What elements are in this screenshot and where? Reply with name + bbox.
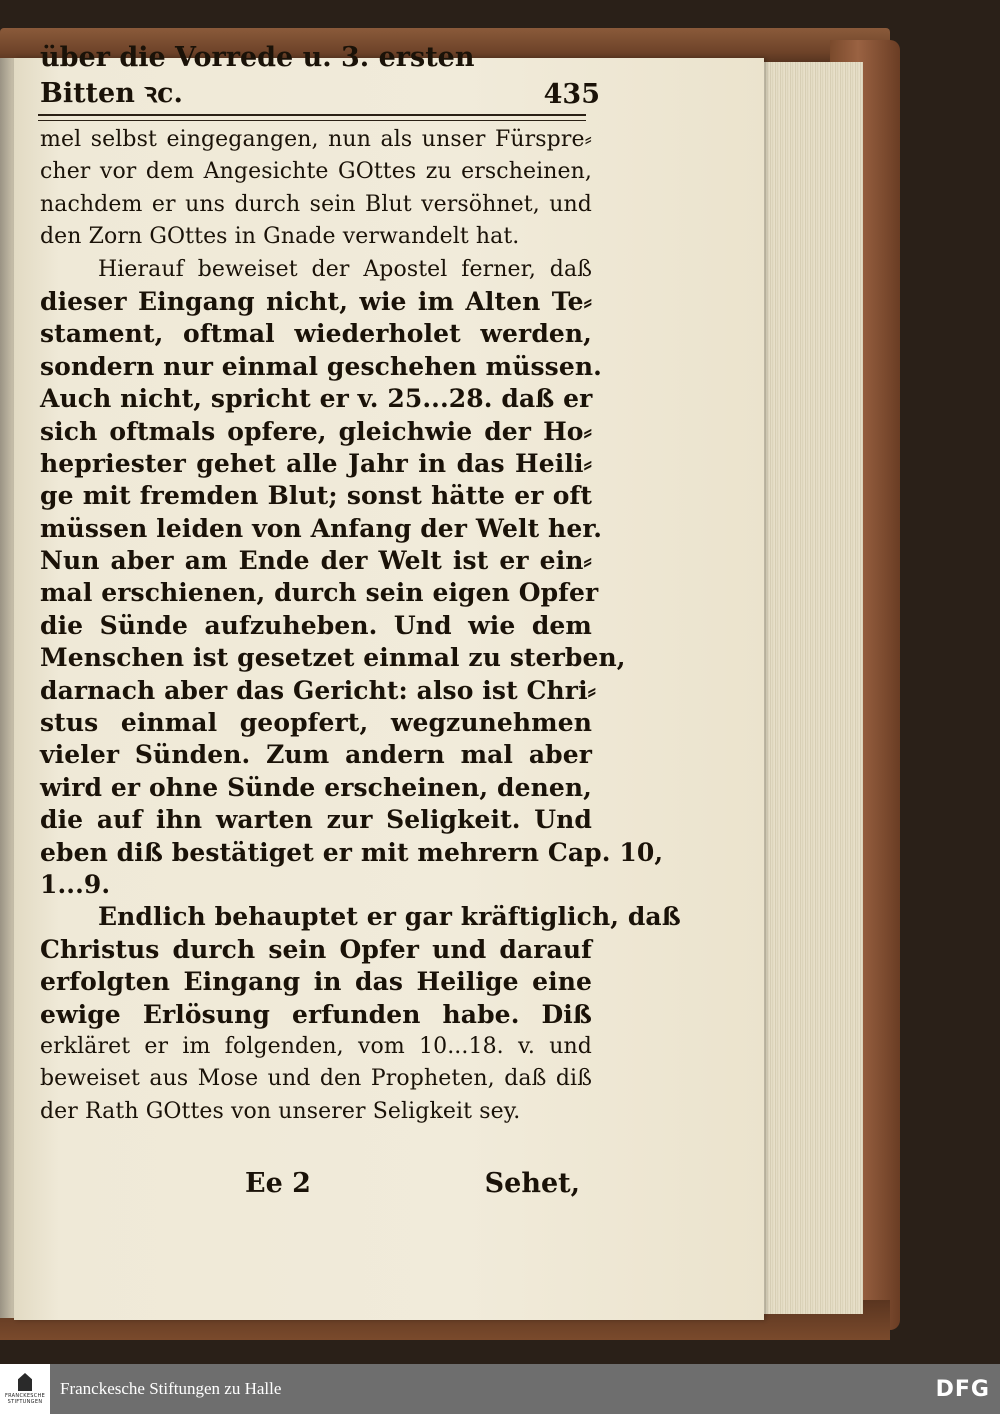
text-line: vieler Sünden. Zum andern mal aber bbox=[40, 740, 592, 770]
running-head: über die Vorrede u. 3. ersten Bitten ꝛc. bbox=[40, 42, 475, 109]
dfg-logo[interactable]: DFG bbox=[935, 1376, 990, 1402]
text-line: Hierauf beweiset der Apostel ferner, daß bbox=[98, 256, 592, 282]
text-line: 1...9. bbox=[40, 869, 111, 899]
text-line: müssen leiden von Anfang der Welt her. bbox=[40, 513, 603, 543]
text-line: der Rath GOttes von unserer Seligkeit sey. bbox=[40, 1098, 521, 1124]
header-rule bbox=[38, 114, 586, 121]
text-line: dieser Eingang nicht, wie im Alten Te⸗ bbox=[40, 286, 592, 316]
text-line: sondern nur einmal geschehen müssen. bbox=[40, 351, 602, 381]
page-block-edges bbox=[760, 62, 863, 1314]
logo-text: FRANCKESCHE STIFTUNGEN bbox=[4, 1393, 46, 1405]
text-line: cher vor dem Angesichte GOttes zu erscheinen, bbox=[40, 159, 592, 185]
text-line: darnach aber das Gericht: also ist Chri⸗ bbox=[40, 675, 597, 705]
text-line: stus einmal geopfert, wegzunehmen bbox=[40, 708, 592, 738]
text-line: die Sünde aufzuheben. Und wie dem bbox=[40, 610, 592, 640]
text-line: ge mit fremden Blut; sonst hätte er oft bbox=[40, 481, 592, 511]
text-line: stament, oftmal wiederholet werden, bbox=[40, 319, 592, 349]
text-line: wird er ohne Sünde erscheinen, denen, bbox=[40, 772, 592, 802]
text-line: Christus durch sein Opfer und darauf bbox=[40, 934, 592, 964]
text-line: Auch nicht, spricht er v. 25...28. daß er bbox=[40, 384, 593, 414]
text-line: sich oftmals opfere, gleichwie der Ho⸗ bbox=[40, 416, 592, 446]
text-line: erfolgten Eingang in das Heilige eine bbox=[40, 967, 592, 997]
text-line: die auf ihn warten zur Seligkeit. Und bbox=[40, 805, 592, 835]
text-line: mel selbst eingegangen, nun als unser Fürspre⸗ bbox=[40, 127, 592, 152]
page-footer bbox=[245, 1168, 580, 1199]
text-line: Endlich behauptet er gar kräftiglich, daß bbox=[98, 902, 681, 932]
text-line: beweiset aus Mose und den Propheten, daß diß bbox=[40, 1066, 592, 1092]
viewer-footer-bar bbox=[0, 1364, 1000, 1414]
text-line: Nun aber am Ende der Welt ist er ein⸗ bbox=[40, 546, 592, 576]
text-line: Menschen ist gesetzet einmal zu sterben, bbox=[40, 643, 626, 673]
catchword: Sehet, bbox=[484, 1168, 580, 1199]
text-line: nachdem er uns durch sein Blut versöhnet, und bbox=[40, 191, 592, 217]
building-icon bbox=[18, 1373, 32, 1391]
text-line: mal erschienen, durch sein eigen Opfer bbox=[40, 578, 599, 608]
signature-mark: Ee 2 bbox=[245, 1168, 311, 1199]
text-line: eben diß bestätiget er mit mehrern Cap. 10, bbox=[40, 837, 664, 867]
text-line: erkläret er im folgenden, vom 10...18. v. und bbox=[40, 1033, 592, 1059]
franckesche-stiftungen-logo[interactable] bbox=[0, 1364, 50, 1414]
page-header bbox=[40, 42, 600, 110]
text-line: ewige Erlösung erfunden habe. Diß bbox=[40, 999, 592, 1029]
institution-name: Franckesche Stiftungen zu Halle bbox=[60, 1379, 282, 1398]
text-line: hepriester gehet alle Jahr in das Heili⸗ bbox=[40, 448, 592, 478]
page-number: 435 bbox=[543, 79, 600, 110]
body-text bbox=[40, 124, 681, 1128]
text-line: den Zorn GOttes in Gnade verwandelt hat. bbox=[40, 224, 520, 250]
